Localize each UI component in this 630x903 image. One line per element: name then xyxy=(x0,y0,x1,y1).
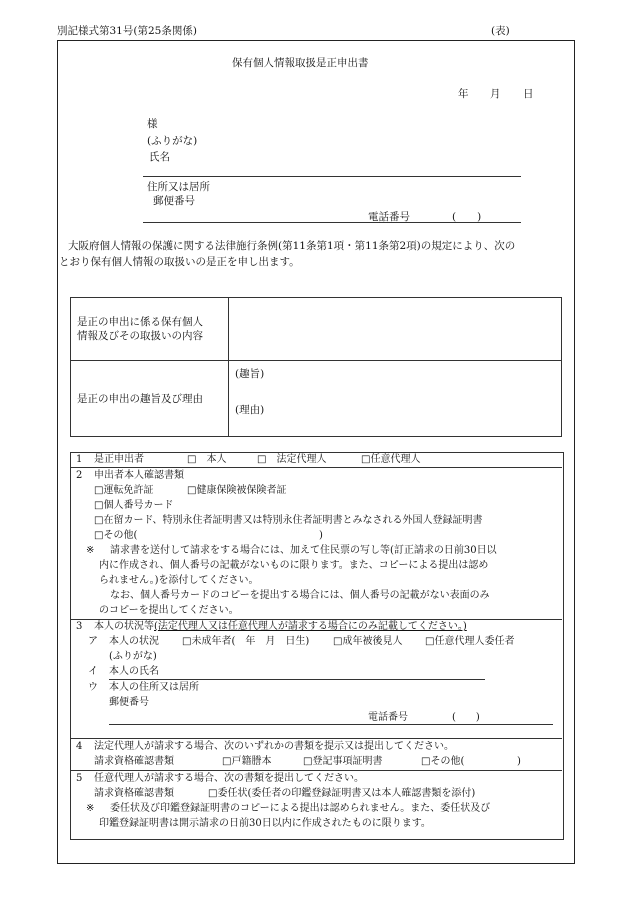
principal-address-label: 本人の住所又は居所 xyxy=(109,682,199,693)
section2-number: 2 xyxy=(76,470,83,481)
purpose-reason-label: 是正の申出の趣旨及び理由 xyxy=(77,392,203,405)
applicant-phone-label: 電話番号 xyxy=(368,211,410,223)
section2-note-line3: られません。)を添付してください。 xyxy=(99,575,259,586)
section5-text: 任意代理人が請求する場合、次の書類を提出してください。 xyxy=(94,773,364,784)
reason-label: (理由) xyxy=(235,404,265,416)
section3-u-mark: ウ xyxy=(88,682,98,693)
checkbox-adult-ward[interactable]: □成年被後見人 xyxy=(333,636,403,647)
checkbox-registry-certificate[interactable]: □登記事項証明書 xyxy=(303,756,383,767)
principal-postal-label: 郵便番号 xyxy=(109,697,149,708)
applicant-name-label: 氏名 xyxy=(149,151,170,163)
section5-note-line1: 委任状及び印鑑登録証明書のコピーによる提出は認められません。また、委任状及び xyxy=(110,803,491,814)
date-year-label: 年 xyxy=(458,88,469,100)
other-legal-doc-close-paren: ) xyxy=(517,756,521,767)
section3-i-mark: イ xyxy=(88,666,98,677)
section4-divider xyxy=(70,770,562,771)
form-title: 保有個人情報取扱是正申出書 xyxy=(232,57,369,69)
section2-note-line5: のコピーを提出してください。 xyxy=(99,605,239,616)
correction-request-table xyxy=(70,297,562,437)
applicant-phone-parens: ( ) xyxy=(452,211,482,223)
section3-divider xyxy=(70,738,562,739)
date-month-label: 月 xyxy=(490,88,501,100)
principal-furigana-label: (ふりがな) xyxy=(109,651,157,662)
section4-doc-label: 請求資格確認書類 xyxy=(94,756,174,767)
principal-phone-parens: ( ) xyxy=(452,712,480,723)
section2-note-line4: なお、個人番号カードのコピーを提出する場合には、個人番号の記載がない表面のみ xyxy=(110,590,490,601)
section2-note-mark: ※ xyxy=(86,545,95,556)
checkbox-power-of-attorney[interactable]: □委任状(委任者の印鑑登録証明書又は本人確認書類を添付) xyxy=(208,788,476,799)
target-info-label-line1: 是正の申出に係る保有個人 xyxy=(77,316,203,328)
principal-name-underline xyxy=(109,679,485,680)
section4-text: 法定代理人が請求する場合、次のいずれかの書類を提示又は提出してください。 xyxy=(94,741,454,752)
checkbox-minor[interactable]: □未成年者( 年 月 日生) xyxy=(182,636,310,647)
checkbox-other-legal-doc[interactable]: □その他( xyxy=(421,756,465,767)
section4-number: 4 xyxy=(76,741,83,752)
checkbox-applicant-legal-agent[interactable]: □ 法定代理人 xyxy=(257,454,327,465)
purpose-reason-label-cell xyxy=(71,361,229,437)
target-info-input[interactable] xyxy=(229,298,562,361)
applicant-furigana-label: (ふりがな) xyxy=(147,135,198,147)
intro-line-2: とおり保有個人情報の取扱いの是正を申し出ます。 xyxy=(59,256,300,268)
form-number: 別記様式第31号(第25条関係) xyxy=(57,25,197,37)
front-side-label: (表) xyxy=(491,25,510,37)
section3-number: 3 xyxy=(76,621,83,632)
target-info-label-cell xyxy=(71,298,229,361)
target-info-label-line2: 情報及びその取扱いの内容 xyxy=(77,330,203,342)
checkbox-drivers-license[interactable]: □運転免許証 xyxy=(94,485,154,496)
section2-label: 申出者本人確認書類 xyxy=(94,470,184,481)
date-day-label: 日 xyxy=(523,88,534,100)
section3-label: 本人の状況等 xyxy=(94,621,154,632)
other-document-close-paren: ) xyxy=(319,530,323,541)
applicant-name-underline xyxy=(143,176,521,177)
applicant-address-label: 住所又は居所 xyxy=(147,181,210,193)
checkbox-my-number-card[interactable]: □個人番号カード xyxy=(94,500,174,511)
principal-address-underline xyxy=(109,724,553,725)
section5-note-line2: 印鑑登録証明書は開示請求の日前30日以内に作成されたものに限ります。 xyxy=(99,818,431,829)
section1-number: 1 xyxy=(76,454,83,465)
checkbox-applicant-self[interactable]: □ 本人 xyxy=(187,454,227,465)
section2-note-line1: 請求書を送付して請求をする場合には、加えて住民票の写し等(訂正請求の日前30日以 xyxy=(110,545,497,556)
applicant-postal-label: 郵便番号 xyxy=(153,195,195,207)
addressee-sama: 様 xyxy=(147,118,158,130)
purpose-reason-input[interactable] xyxy=(229,361,562,437)
principal-phone-label: 電話番号 xyxy=(368,712,408,723)
section3-label-note: (法定代理人又は任意代理人が請求する場合にのみ記載してください。) xyxy=(154,621,467,632)
checkbox-residence-card[interactable]: □在留カード、特別永住者証明書又は特別永住者証明書とみなされる外国人登録証明書 xyxy=(94,515,483,526)
section5-doc-label: 請求資格確認書類 xyxy=(94,788,174,799)
principal-status-label: 本人の状況 xyxy=(109,636,159,647)
applicant-address-underline xyxy=(143,222,521,223)
checkbox-applicant-voluntary-agent[interactable]: □任意代理人 xyxy=(361,454,421,465)
purpose-label: (趣旨) xyxy=(235,368,265,380)
section5-note-mark: ※ xyxy=(86,803,95,814)
section1-label: 是正申出者 xyxy=(94,454,144,465)
section5-number: 5 xyxy=(76,773,83,784)
intro-line-1: 大阪府個人情報の保護に関する法律施行条例(第11条第1項・第11条第2項)の規定により、次の xyxy=(68,240,516,252)
principal-name-label: 本人の氏名 xyxy=(109,666,159,677)
section1-divider xyxy=(70,467,562,468)
checkbox-other-document[interactable]: □その他( xyxy=(94,530,138,541)
section2-note-line2: 内に作成され、個人番号の記載がないものに限ります。また、コピーによる提出は認め xyxy=(99,560,489,571)
section3-a-mark: ア xyxy=(88,636,98,647)
checkbox-family-register[interactable]: □戸籍謄本 xyxy=(222,756,272,767)
checkbox-voluntary-principal[interactable]: □任意代理人委任者 xyxy=(425,636,515,647)
checkbox-health-insurance[interactable]: □健康保険被保険者証 xyxy=(187,485,287,496)
